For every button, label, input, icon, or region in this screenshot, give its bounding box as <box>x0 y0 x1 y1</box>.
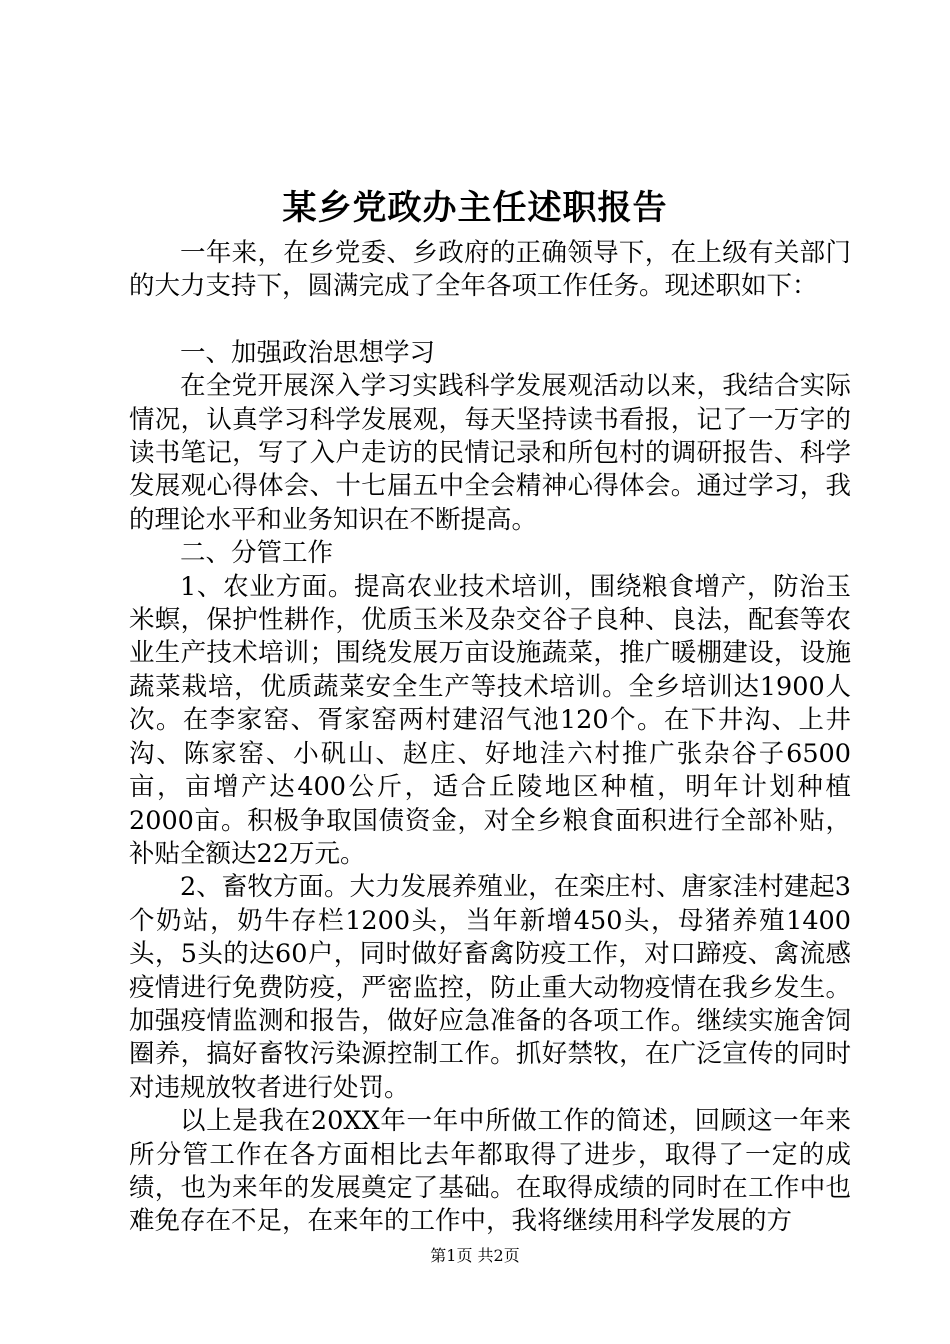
summary-paragraph: 以上是我在20XX年一年中所做工作的简述，回顾这一年来所分管工作在各方面相比去年都取得了进步，取得了一定的成绩，也为来年的发展奠定了基础。在取得成绩的同时在工作中也难免存在不足，在来年的工作中，我将继续用科学发展的方 <box>129 1106 851 1237</box>
section-heading-1: 一、加强政治思想学习 <box>180 337 436 368</box>
agriculture-paragraph: 1、农业方面。提高农业技术培训，围绕粮食增产，防治玉米螟，保护性耕作，优质玉米及杂交谷子良种、良法，配套等农业生产技术培训；围绕发展万亩设施蔬菜，推广暖棚建设，设施蔬菜栽培，优质蔬菜安全生产等技术培训。全乡培训达1900人次。在李家窑、胥家窑两村建沼气池120个。在下井沟、上井沟、陈家窑、小矾山、赵庄、好地洼六村推广张杂谷子6500亩，亩增产达400公斤，适合丘陵地区种植，明年计划种植2000亩。积极争取国债资金，对全乡粮食面积进行全部补贴，补贴全额达22万元。 <box>129 571 851 869</box>
livestock-paragraph: 2、畜牧方面。大力发展养殖业，在栾庄村、唐家洼村建起3个奶站，奶牛存栏1200头，当年新增450头，母猪养殖1400头，5头的达60户，同时做好畜禽防疫工作，对口蹄疫、禽流感疫情进行免费防疫，严密监控，防止重大动物疫情在我乡发生。加强疫情监测和报告，做好应急准备的各项工作。继续实施舍饲圈养，搞好畜牧污染源控制工作。抓好禁牧，在广泛宣传的同时对违规放牧者进行处罚。 <box>129 872 851 1103</box>
document-body <box>129 237 851 1239</box>
document-title: 某乡党政办主任述职报告 <box>282 188 668 228</box>
intro-paragraph: 一年来，在乡党委、乡政府的正确领导下，在上级有关部门的大力支持下，圆满完成了全年各项工作任务。现述职如下： <box>129 238 851 302</box>
study-paragraph: 在全党开展深入学习实践科学发展观活动以来，我结合实际情况，认真学习科学发展观，每天坚持读书看报，记了一万字的读书笔记，写了入户走访的民情记录和所包村的调研报告、科学发展观心得体会、十七届五中全会精神心得体会。通过学习，我的理论水平和业务知识在不断提高。 <box>129 371 851 535</box>
page-number: 第1页 共2页 <box>430 1246 520 1265</box>
section-heading-2: 二、分管工作 <box>180 538 334 569</box>
